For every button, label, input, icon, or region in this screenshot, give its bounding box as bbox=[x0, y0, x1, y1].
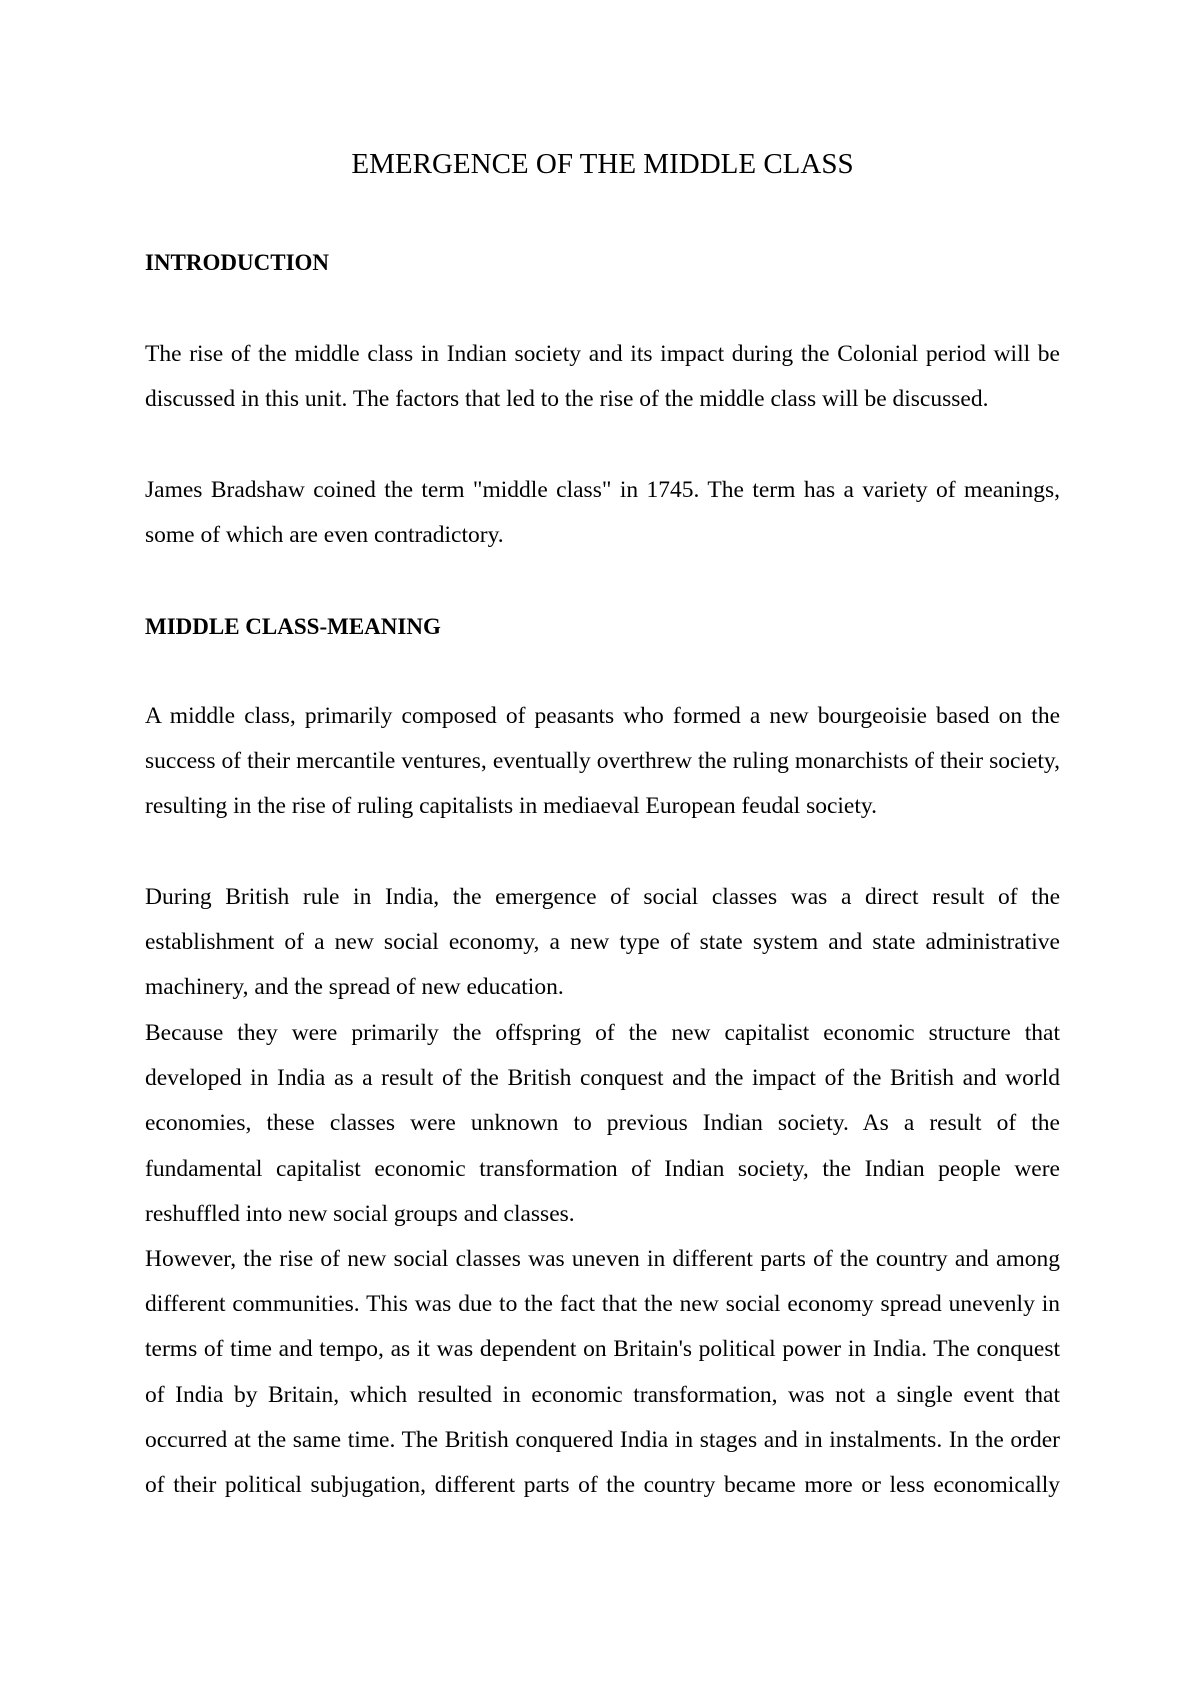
document-title: EMERGENCE OF THE MIDDLE CLASS bbox=[351, 148, 854, 180]
introduction-paragraph: The rise of the middle class in Indian society and its impact during the Colonial period will be discussed in this unit. The factors that led to the rise of the middle class will be discussed. bbox=[145, 341, 1060, 413]
uneven-rise-paragraph: However, the rise of new social classes was uneven in different parts of the country and among different communities. This was due to the fact that the new social economy spread unevenly in terms of time and tempo, as it was dependent on Britain's political power in India. The conquest of India by Britain, which resulted in economic transformation, was not a single event that occurred at the same time. The British conquered India in stages and in instalments. In the order of their political subjugation, different parts of the country became more or less economically bbox=[145, 1246, 1060, 1499]
section-heading-middle-class-meaning: MIDDLE CLASS-MEANING bbox=[145, 614, 441, 639]
section-heading-introduction: INTRODUCTION bbox=[145, 250, 330, 275]
capitalist-structure-paragraph: Because they were primarily the offspring of the new capitalist economic structure that developed in India as a result of the British conquest and the impact of the British and world economies, these classes were unknown to previous Indian society. As a result of the fundamental capitalist economic transformation of Indian society, the Indian people were reshuffled into new social groups and classes. bbox=[145, 1020, 1060, 1227]
bradshaw-paragraph: James Bradshaw coined the term "middle class" in 1745. The term has a variety of meanings, some of which are even contradictory. bbox=[145, 477, 1060, 549]
british-rule-paragraph: During British rule in India, the emergence of social classes was a direct result of the establishment of a new social economy, a new type of state system and state administrative machinery, and the spread of new education. bbox=[145, 884, 1060, 1001]
bourgeoisie-paragraph: A middle class, primarily composed of peasants who formed a new bourgeoisie based on the success of their mercantile ventures, eventually overthrew the ruling monarchists of their society, resulting in the rise of ruling capitalists in mediaeval European feudal society. bbox=[145, 703, 1060, 820]
